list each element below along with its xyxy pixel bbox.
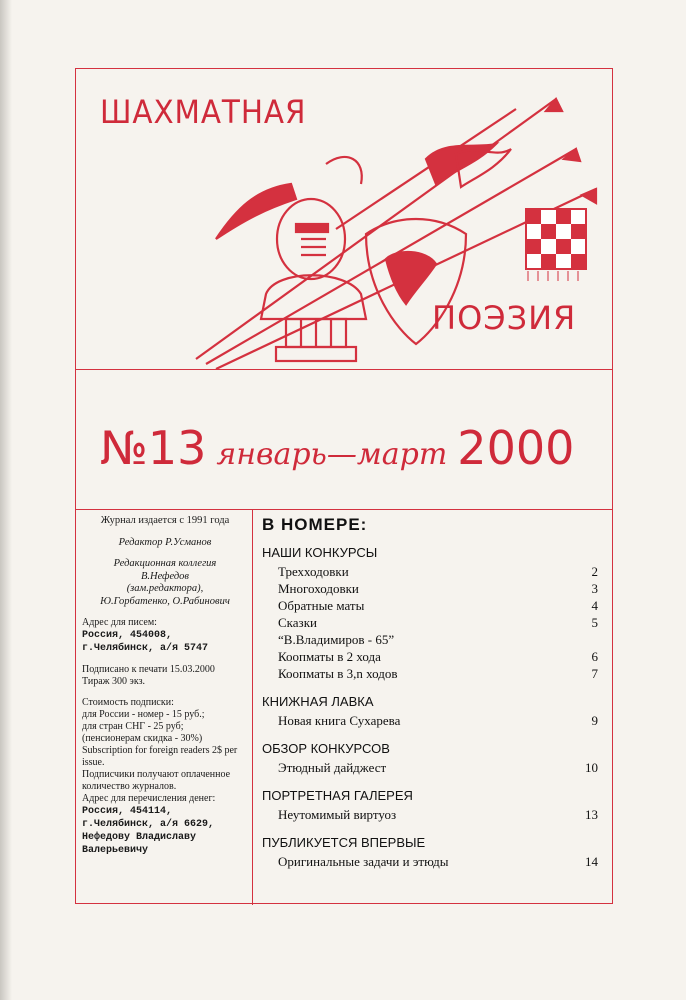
subscription-info <box>82 697 248 857</box>
item-page: 13 <box>585 807 598 822</box>
board-line-3: Ю.Горбатенко, О.Рабинович <box>100 595 230 607</box>
contents-section <box>262 835 608 870</box>
contents-item <box>262 631 608 648</box>
transfer-line-2: г.Челябинск, а/я 6629, <box>82 819 215 830</box>
price-russia: для России - номер - 15 руб.; <box>82 709 205 720</box>
contents-section <box>262 741 608 776</box>
contents-section <box>262 788 608 823</box>
item-page: 3 <box>591 581 598 596</box>
contents-column <box>262 515 608 882</box>
cover-frame <box>75 68 613 904</box>
transfer-line-3: Нефедову Владиславу Валерьевичу <box>82 832 197 856</box>
price-pension: (пенсионерам скидка - 30%) <box>82 733 203 744</box>
address-line-2: г.Челябинск, а/я 5747 <box>82 643 209 654</box>
item-page: 7 <box>591 666 598 681</box>
item-label: Неутомимый виртуоз <box>278 807 397 822</box>
contents-section <box>262 545 608 682</box>
contents-item <box>262 648 608 665</box>
column-divider <box>252 509 253 905</box>
address-line-1: Россия, 454008, <box>82 630 173 641</box>
item-page: 5 <box>591 615 598 630</box>
item-label: Коопматы в 2 хода <box>278 649 381 664</box>
contents-item <box>262 580 608 597</box>
contents-item <box>262 563 608 580</box>
issue-number: №13 <box>100 421 207 475</box>
transfer-label: Адрес для перечисления денег: <box>82 793 216 804</box>
transfer-line-1: Россия, 454114, <box>82 806 173 817</box>
masthead-column <box>82 515 248 857</box>
contents-item <box>262 759 608 776</box>
signed-text: Подписано к печати 15.03.2000 <box>82 664 215 675</box>
print-run-text: Тираж 300 экз. <box>82 676 146 687</box>
price-foreign: Subscription for foreign readers 2$ per issue. <box>82 745 238 768</box>
item-page: 9 <box>591 713 598 728</box>
section-title: НАШИ КОНКУРСЫ <box>262 545 378 560</box>
item-label: Оригинальные задачи и этюды <box>278 854 449 869</box>
editor-text: Редактор Р.Усманов <box>118 536 212 548</box>
section-title: КНИЖНАЯ ЛАВКА <box>262 694 374 709</box>
item-label: Этюдный дайджест <box>278 760 387 775</box>
item-page: 4 <box>591 598 598 613</box>
section-title: ПУБЛИКУЕТСЯ ВПЕРВЫЕ <box>262 835 426 850</box>
contents-item <box>262 665 608 682</box>
magazine-title-top: ШАХМАТНАЯ <box>100 93 307 131</box>
board-line-1: В.Нефедов <box>141 570 189 582</box>
contents-section <box>262 694 608 729</box>
board-title: Редакционная коллегия <box>113 558 217 569</box>
contents-item <box>262 614 608 631</box>
item-label: Сказки <box>278 615 317 630</box>
price-cis: для стран СНГ - 25 руб; <box>82 721 184 732</box>
mail-address <box>82 617 248 655</box>
checkered-banner-icon <box>526 209 586 281</box>
divider-middle <box>76 509 612 510</box>
page-edge-shadow <box>0 0 12 1000</box>
board-line-2: (зам.редактора), <box>126 583 204 594</box>
price-label: Стоимость подписки: <box>82 697 174 708</box>
section-title: ПОРТРЕТНАЯ ГАЛЕРЕЯ <box>262 788 413 803</box>
item-page: 2 <box>591 564 598 579</box>
contents-item <box>262 597 608 614</box>
item-label: Многоходовки <box>278 581 359 596</box>
item-label: “В.Владимиров - 65” <box>278 632 395 647</box>
item-page <box>578 631 598 648</box>
print-info <box>82 664 248 688</box>
contents-item <box>262 853 608 870</box>
contents-item <box>262 806 608 823</box>
item-label: Коопматы в 3,n ходов <box>278 666 398 681</box>
subscriber-note: Подписчики получают оплаченное количество журналов. <box>82 769 231 792</box>
address-label: Адрес для писем: <box>82 617 157 628</box>
issue-year: 2000 <box>457 421 575 475</box>
issue-line <box>100 421 574 475</box>
item-label: Новая книга Сухарева <box>278 713 401 728</box>
section-title: ОБЗОР КОНКУРСОВ <box>262 741 390 756</box>
contents-title: В НОМЕРЕ: <box>262 515 368 534</box>
item-label: Трехходовки <box>278 564 349 579</box>
issue-period: январь—март <box>216 437 448 472</box>
divider-top <box>76 369 612 370</box>
item-page: 10 <box>585 760 598 775</box>
contents-item <box>262 712 608 729</box>
item-page: 14 <box>585 854 598 869</box>
magazine-title-bottom: ПОЭЗИЯ <box>432 299 577 337</box>
item-page: 6 <box>591 649 598 664</box>
since-text: Журнал издается с 1991 года <box>100 515 230 526</box>
editorial-board <box>82 558 248 608</box>
item-label: Обратные маты <box>278 598 365 613</box>
